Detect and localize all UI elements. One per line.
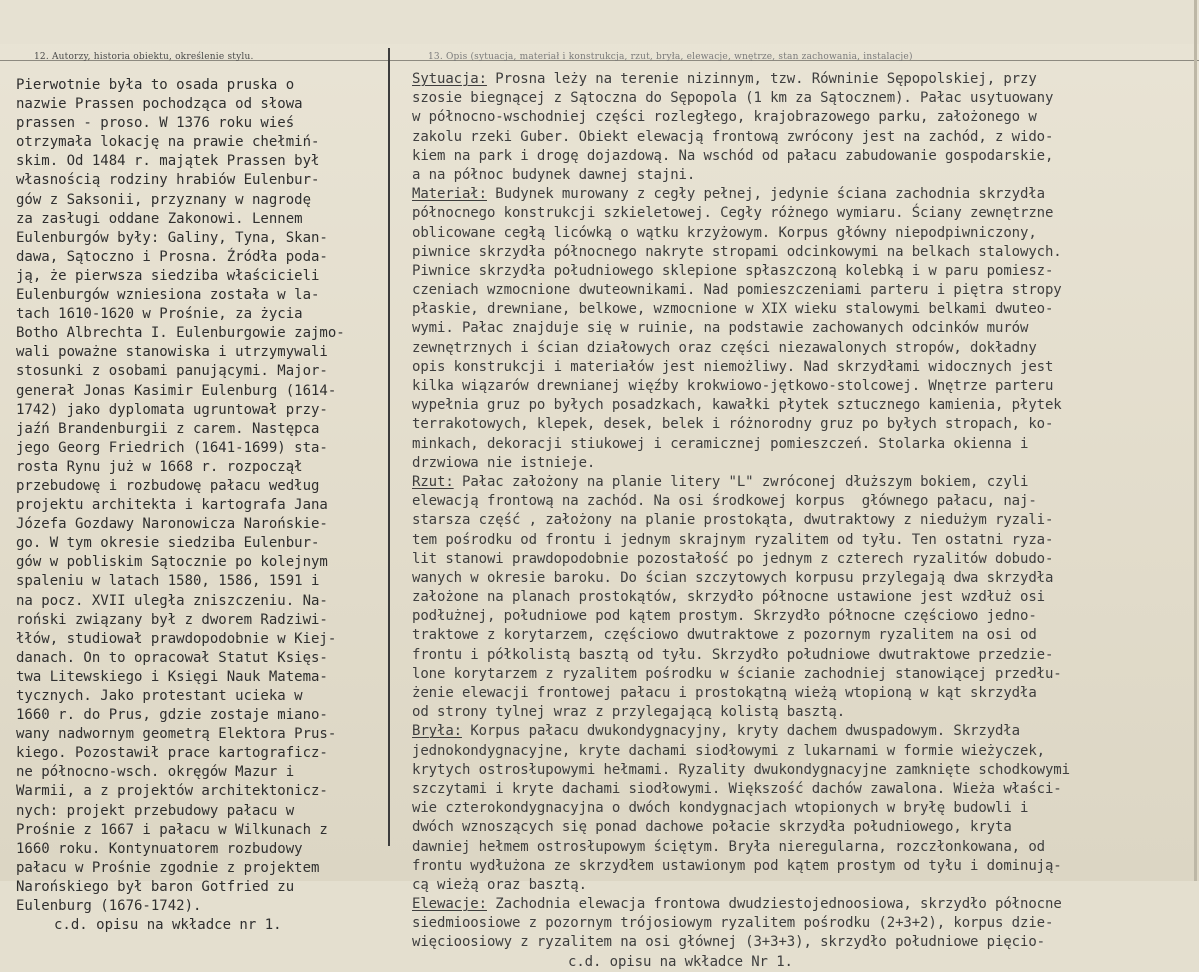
description-text: szosie biegnącej z Sątoczna do Sępopola (1 km za Sątocznem). Pałac usytuowany <box>412 90 1054 107</box>
history-text-line: ne północno-wsch. okręgów Mazur i <box>16 764 295 781</box>
description-text-line <box>412 262 1070 281</box>
description-text-line <box>412 415 1070 434</box>
description-text: piwnice skrzydła północnego nakryte stropami odcinkowymi na belkach stalowych. <box>412 243 1062 260</box>
description-text-line <box>412 646 1070 665</box>
section-label: Bryła: <box>412 723 462 740</box>
history-text-line: wali poważne stanowiska i utrzymywali <box>16 344 328 361</box>
description-text: traktowe z korytarzem, częściowo dwutraktowe z pozornym ryzalitem na osi od <box>412 627 1037 644</box>
description-text-line <box>412 876 1070 895</box>
history-text-line: prassen - proso. W 1376 roku wieś <box>16 115 295 132</box>
description-text: więcioosiowy z ryzalitem na osi głównej (3+3+3), skrzydło południowe pięcio- <box>412 934 1045 951</box>
history-text-line: gów z Saksonii, przyznany w nagrodę <box>16 191 312 208</box>
section-label: Materiał: <box>412 186 487 203</box>
section-label: Rzut: <box>412 473 454 490</box>
history-text-line: nazwie Prassen pochodząca od słowa <box>16 96 303 113</box>
section-label: Sytuacja: <box>412 71 487 87</box>
history-text-line: Eulenburgów były: Galiny, Tyna, Skan- <box>16 229 328 246</box>
history-text-line: na pocz. XVII uległa zniszczeniu. Na- <box>16 592 328 609</box>
description-text-line <box>412 492 1070 511</box>
description-text-line <box>412 838 1070 857</box>
section-12-header: 12. Autorzy, historia obiektu, określenie stylu. <box>34 52 254 62</box>
description-text-line <box>412 933 1070 952</box>
description-text: w północno-wschodniej części rozległego, krajobrazowego parku, założonego w <box>412 109 1037 126</box>
history-text-line: Eulenburg (1676-1742). <box>16 898 202 915</box>
history-text-line: Józefa Gozdawy Naronowicza Narońskie- <box>16 516 328 533</box>
description-text-line <box>412 531 1070 550</box>
description-text-line <box>412 473 1070 492</box>
description-text: Budynek murowany z cegły pełnej, jedynie ściana zachodnia skrzydła <box>486 186 1045 203</box>
history-text-line: łłów, studiował prawdopodobnie w Kiej- <box>16 630 337 647</box>
description-text-line <box>412 588 1070 607</box>
description-text-line <box>412 300 1070 319</box>
description-text-line <box>412 761 1070 780</box>
history-text-line: pałacu w Prośnie zgodnie z projektem <box>16 859 320 876</box>
description-text: oblicowane cegłą licówką o wątku krzyżowym. Korpus główny niepodpiwniczony, <box>412 224 1037 241</box>
history-text-line: Pierwotnie była to osada pruska o <box>16 77 295 93</box>
description-text-line <box>412 358 1070 377</box>
history-continuation-note: c.d. opisu na wkładce nr 1. <box>54 917 282 934</box>
history-text-line: jego Georg Friedrich (1641-1699) sta- <box>16 439 328 456</box>
description-text-line <box>412 780 1070 799</box>
description-text-line <box>412 128 1070 147</box>
description-text: elewacją frontową na zachód. Na osi środkowej korpus głównego pałacu, naj- <box>412 493 1037 510</box>
description-text-line <box>412 70 1070 89</box>
history-column <box>16 76 345 935</box>
history-text-line: za zasługi oddane Zakonowi. Lennem <box>16 210 303 227</box>
description-text-line <box>412 665 1070 684</box>
description-text-line <box>412 684 1070 703</box>
history-text-line: wany nadwornym geometrą Elektora Prus- <box>16 726 337 743</box>
history-text-line: własnością rodziny hrabiów Eulenbur- <box>16 172 320 189</box>
description-text: dawniej hełmem ostrosłupowym ściętym. Bryła nieregularna, rozczłonkowana, od <box>412 838 1045 855</box>
description-text: szczytami i kryte dachami siodłowymi. Większość dachów zawalona. Wieża właści- <box>412 780 1062 797</box>
history-text-line: nych: projekt przebudowy pałacu w <box>16 802 295 819</box>
description-text-line <box>412 607 1070 626</box>
description-text-line <box>412 435 1070 454</box>
history-text-line: 1742) jako dyplomata ugruntował przy- <box>16 401 328 418</box>
description-text: Pałac założony na planie litery "L" zwróconej dłuższym bokiem, czyli <box>453 473 1029 490</box>
description-text-line <box>412 895 1070 914</box>
history-text-line: Narońskiego był baron Gotfried zu <box>16 878 295 895</box>
description-text: wypełnia gruz po byłych posadzkach, kawałki płytek sztucznego kamienia, płytek <box>412 397 1062 414</box>
description-text: zewnętrznych i ścian działowych oraz części niezawalonych stropów, dokładny <box>412 339 1037 356</box>
history-text-line: generał Jonas Kasimir Eulenburg (1614- <box>16 382 337 399</box>
description-text-line <box>412 818 1070 837</box>
history-text-line: go. W tym okresie siedziba Eulenbur- <box>16 535 320 552</box>
description-text: wie czterokondygnacyjna o dwóch kondygnacjach wtopionych w bryłę budowli i <box>412 800 1029 817</box>
description-text-line <box>412 857 1070 876</box>
description-text-line <box>412 319 1070 338</box>
description-text: płaskie, drewniane, belkowe, wzmocnione w XIX wieku stalowymi belkami dwuteo- <box>412 301 1054 318</box>
description-text-line <box>412 185 1070 204</box>
history-text-line: twa Litewskiego i Księgi Nauk Matema- <box>16 668 328 685</box>
description-text-line <box>412 281 1070 300</box>
description-text-line <box>412 166 1070 185</box>
description-text-line <box>412 550 1070 569</box>
history-text-line: otrzymała lokację na prawie chełmiń- <box>16 134 320 151</box>
history-text-line: ją, że pierwsza siedziba właścicieli <box>16 267 320 284</box>
description-text: czeniach wzmocnione dwuteownikami. Nad pomieszczeniami parteru i piętra stropy <box>412 282 1062 299</box>
description-text: drzwiowa nie istnieje. <box>412 454 596 471</box>
description-text: wanych w okresie baroku. Do ścian szczytowych korpusu przylegają dwa skrzydła <box>412 569 1054 586</box>
description-text: krytych ostrosłupowymi hełmami. Ryzality dwukondygnacyjne zamknięte schodkowymi <box>412 761 1070 778</box>
history-text-line: gów w pobliskim Sątocznie po kolejnym <box>16 554 328 571</box>
description-text: starsza część , założony na planie prostokąta, dwutraktowy z niedużym ryzali- <box>412 512 1054 529</box>
history-text-line: Prośnie z 1667 i pałacu w Wilkunach z <box>16 821 328 838</box>
description-continuation-note: c.d. opisu na wkładce Nr 1. <box>568 953 793 970</box>
description-text: lone korytarzem z ryzalitem pośrodku w ścianie zachodniej stanowiącej przedłu- <box>412 665 1062 682</box>
description-text: jednokondygnacyjne, kryte dachami siodłowymi z lukarnami w formie wieżyczek, <box>412 742 1045 759</box>
description-text: lit stanowi prawdopodobnie pozostałość po jednym z czterech ryzalitów dobudo- <box>412 550 1054 567</box>
description-text: wymi. Pałac znajduje się w ruinie, na podstawie zachowanych odcinków murów <box>412 320 1029 337</box>
right-edge-rule <box>1194 0 1197 881</box>
description-text: opis konstrukcji i materiałów jest niemożliwy. Nad skrzydłami widocznych jest <box>412 358 1054 375</box>
top-margin <box>0 0 1199 44</box>
history-text-line: rosta Rynu już w 1668 r. rozpoczął <box>16 458 303 475</box>
description-text: podłużnej, południowe pod kątem prostym. Skrzydło północne częściowo jedno- <box>412 608 1037 625</box>
description-text-line <box>412 396 1070 415</box>
history-text-line: stosunki z osobami panującymi. Major- <box>16 363 328 380</box>
description-text: dwóch wznoszących się ponad dachowe połacie skrzydła południowego, kryta <box>412 819 1012 836</box>
history-text-line: kiego. Pozostawił prace kartograficz- <box>16 745 328 762</box>
section-label: Elewacje: <box>412 896 487 913</box>
description-text-line <box>412 799 1070 818</box>
description-text: od strony tylnej wraz z przylegającą kolistą basztą. <box>412 704 846 721</box>
description-text: tem pośrodku od frontu i jednym skrajnym ryzalitem od tyłu. Ten ostatni ryza- <box>412 531 1054 548</box>
description-text-line <box>412 511 1070 530</box>
description-text: założone na planach prostokątów, skrzydło północne ustawione jest wzdłuż osi <box>412 589 1045 606</box>
history-text-line: jaźń Brandenburgii z carem. Następca <box>16 420 320 437</box>
description-text: Piwnice skrzydła południowego sklepione spłaszczoną kolebką i w paru pomiesz- <box>412 262 1054 279</box>
description-text-line <box>412 454 1070 473</box>
history-text-line: danach. On to opracował Statut Księs- <box>16 649 328 666</box>
history-text-line: dawa, Sątoczno i Prosna. Źródła poda- <box>16 248 328 265</box>
description-text: Prosna leży na terenie nizinnym, tzw. Równinie Sępopolskiej, przy <box>486 71 1037 87</box>
description-text: Zachodnia elewacja frontowa dwudziestojednoosiowa, skrzydło północne <box>486 896 1062 913</box>
column-divider <box>388 48 390 846</box>
history-text-line: projektu architekta i kartografa Jana <box>16 497 328 514</box>
description-text-line <box>412 722 1070 741</box>
history-text-line: spaleniu w latach 1580, 1586, 1591 i <box>16 573 320 590</box>
description-text: minkach, dekoracji stiukowej i ceramicznej pomieszczeń. Stolarka okienna i <box>412 435 1029 452</box>
history-text-line: roński związany był z dworem Radziwi- <box>16 611 328 628</box>
description-text-line <box>412 147 1070 166</box>
description-text: żenie elewacji frontowej pałacu i prostokątną wieżą wtopioną w kąt skrzydła <box>412 685 1037 701</box>
description-text: północnego konstrukcji szkieletowej. Cegły różnego wymiaru. Ściany zewnętrzne <box>412 205 1054 222</box>
description-text-line <box>412 742 1070 761</box>
description-text-line <box>412 224 1070 243</box>
description-text: a na północ budynek dawnej stajni. <box>412 166 696 183</box>
description-text-line <box>412 339 1070 358</box>
description-text-line <box>412 108 1070 127</box>
history-text-line: Warmii, a z projektów architektonicz- <box>16 783 328 800</box>
history-text-line: 1660 r. do Prus, gdzie zostaje miano- <box>16 707 328 724</box>
description-text: frontu i półkolistą basztą od tyłu. Skrzydło południowe dwutraktowe przedzie- <box>412 646 1054 663</box>
description-text: siedmioosiowe z pozornym trójosiowym ryzalitem pośrodku (2+3+2), korpus dzie- <box>412 915 1054 932</box>
description-text-line <box>412 204 1070 223</box>
history-text-line: 1660 roku. Kontynuatorem rozbudowy <box>16 840 303 857</box>
description-text: kilka wiązarów drewnianej więźby krokwiowo-jętkowo-stolcowej. Wnętrze parteru <box>412 378 1054 394</box>
description-text-line <box>412 569 1070 588</box>
description-text-line <box>412 914 1070 933</box>
description-text: Korpus pałacu dwukondygnacyjny, kryty dachem dwuspadowym. Skrzydła <box>461 723 1021 740</box>
description-text-line <box>412 626 1070 645</box>
description-text: cą wieżą oraz basztą. <box>412 876 587 893</box>
section-13-header: 13. Opis (sytuacja, materiał i konstrukcja, rzut, bryła, elewacje, wnętrze, stan zachowania, instalacje) <box>428 52 913 62</box>
description-text: frontu wydłużona ze skrzydłem ustawionym pod kątem prostym od tyłu i dominują- <box>412 857 1062 874</box>
description-text-line <box>412 243 1070 262</box>
description-text-line <box>412 377 1070 396</box>
history-text-line: Eulenburgów wzniesiona została w la- <box>16 287 320 304</box>
history-text-line: przebudowę i rozbudowę pałacu według <box>16 477 320 494</box>
description-text: zakolu rzeki Guber. Obiekt elewacją frontową zwrócony jest na zachód, z wido- <box>412 128 1054 145</box>
history-text-line: tycznych. Jako protestant ucieka w <box>16 688 303 704</box>
description-text: kiem na park i drogę dojazdową. Na wschód od pałacu zabudowanie gospodarskie, <box>412 147 1054 164</box>
description-text: terrakotowych, klepek, desek, belek i różnorodny gruz po byłych stropach, ko- <box>412 416 1054 433</box>
history-text-line: skim. Od 1484 r. majątek Prassen był <box>16 153 320 170</box>
history-text-line: Botho Albrechta I. Eulenburgowie zajmo- <box>16 325 345 342</box>
description-text-line <box>412 703 1070 722</box>
description-text-line <box>412 89 1070 108</box>
description-column <box>412 70 1070 972</box>
history-text-line: tach 1610-1620 w Prośnie, za życia <box>16 306 303 323</box>
